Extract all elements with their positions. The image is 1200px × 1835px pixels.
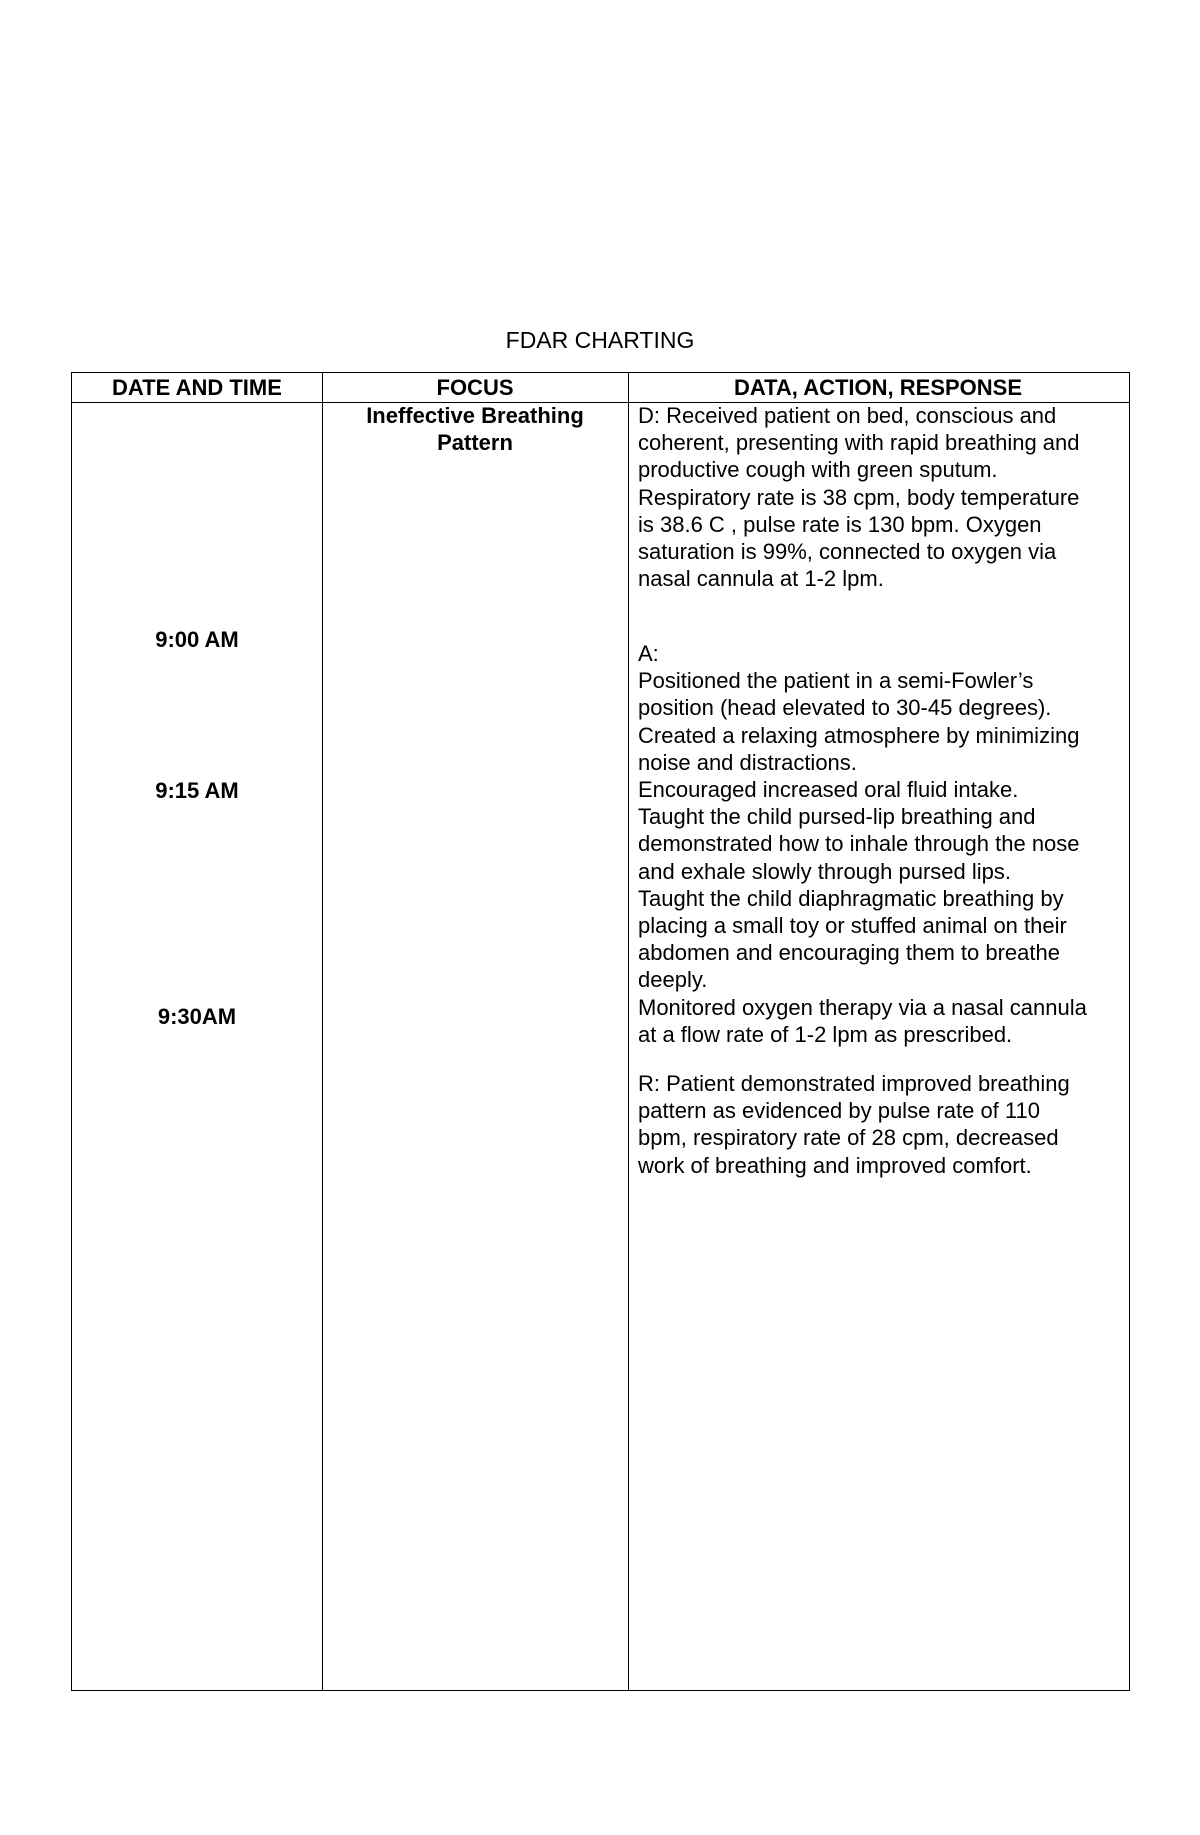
focus-cell (322, 402, 628, 456)
action-line: Positioned the patient in a semi-Fowler’s (638, 668, 1034, 694)
action-line: Monitored oxygen therapy via a nasal cannula (638, 994, 1087, 1020)
response-line: pattern as evidenced by pulse rate of 110 (638, 1098, 1040, 1124)
response-line: R: Patient demonstrated improved breathing (638, 1071, 1070, 1096)
data-line: Respiratory rate is 38 cpm, body temperature (638, 484, 1080, 510)
column-divider (628, 373, 629, 1690)
header-dar: DATA, ACTION, RESPONSE (733, 375, 1023, 400)
action-line: Created a relaxing atmosphere by minimizing (638, 722, 1080, 748)
action-line: Taught the child diaphragmatic breathing by (638, 885, 1064, 911)
action-line: Encouraged increased oral fluid intake. (638, 777, 1019, 803)
action-line: placing a small toy or stuffed animal on their (638, 913, 1067, 939)
action-line: demonstrated how to inhale through the nose (638, 831, 1080, 857)
data-line: saturation is 99%, connected to oxygen via (638, 539, 1057, 565)
column-divider (322, 373, 323, 1690)
action-line: noise and distractions. (638, 749, 857, 775)
action-line: deeply. (638, 967, 708, 993)
response-block (638, 1070, 1128, 1179)
data-line: is 38.6 C , pulse rate is 130 bpm. Oxygen (638, 511, 1042, 537)
data-line: nasal cannula at 1-2 lpm. (638, 566, 884, 592)
action-block (638, 640, 1128, 1048)
data-line: D: Received patient on bed, conscious and (638, 403, 1057, 428)
response-line: bpm, respiratory rate of 28 cpm, decreased (638, 1125, 1059, 1151)
data-line: productive cough with green sputum. (638, 457, 998, 483)
action-line: position (head elevated to 30-45 degrees). (638, 695, 1052, 721)
action-line: abdomen and encouraging them to breathe (638, 940, 1060, 966)
page-title: FDAR CHARTING (505, 327, 695, 353)
action-line: and exhale slowly through pursed lips. (638, 858, 1012, 884)
data-line: coherent, presenting with rapid breathing and (638, 430, 1080, 456)
action-line: A: (638, 641, 659, 666)
time-entry: 9:00 AM (155, 627, 239, 652)
data-block (638, 402, 1128, 592)
header-focus: FOCUS (436, 375, 514, 400)
time-entry: 9:30AM (157, 1004, 237, 1029)
focus-line: Pattern (437, 430, 513, 455)
action-line: at a flow rate of 1-2 lpm as prescribed. (638, 1021, 1013, 1047)
action-line: Taught the child pursed-lip breathing and (638, 804, 1036, 830)
response-line: work of breathing and improved comfort. (638, 1152, 1032, 1178)
time-entry: 9:15 AM (155, 778, 239, 803)
focus-line: Ineffective Breathing (366, 403, 584, 428)
header-date-time: DATE AND TIME (112, 375, 282, 400)
fdar-table (71, 372, 1130, 1691)
